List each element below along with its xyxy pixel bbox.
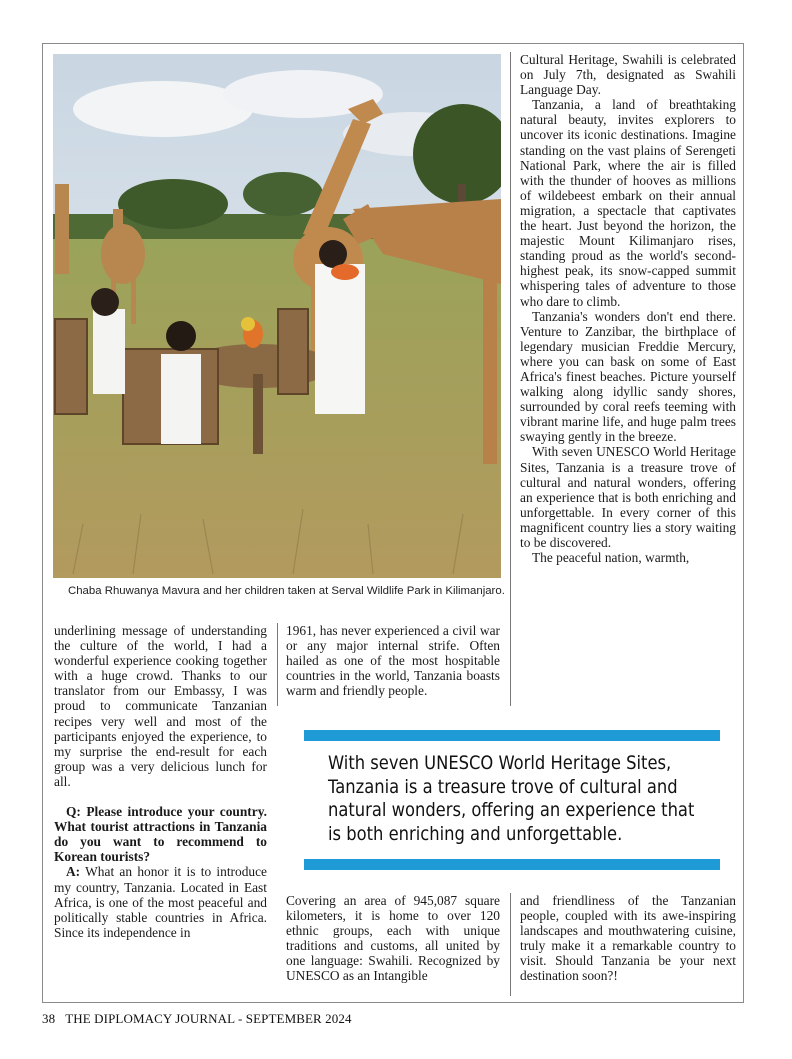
- pull-quote-bottom-bar: [304, 859, 720, 870]
- pull-quote: [304, 730, 720, 870]
- pull-quote-text: With seven UNESCO World Heritage Sites, Tanzania is a treasure trove of cultural and natural wonders, offering an experience that is both enriching and unforgettable.: [328, 752, 695, 845]
- column-divider: [510, 893, 511, 996]
- paragraph: The peaceful nation, warmth,: [532, 550, 690, 566]
- answer-label: A:: [66, 864, 81, 880]
- paragraph: underlining message of understanding the culture of the world, I had a wonderful experience cooking together with a huge crowd. Thanks to our translator from our Embassy, I was proud to communicate Tanzanian recipes very well and most of the participants enjoyed the experience, to my surprise the end-result for each group was a very delicious lunch for all.: [54, 623, 267, 789]
- paragraph: 1961, has never experienced a civil war or any major internal strife. Often hailed as one of the most hospitable countries in the world, Tanzania boasts warm and friendly people.: [286, 623, 500, 699]
- article-column-1: [54, 623, 267, 940]
- paragraph: Covering an area of 945,087 square kilometers, it is home to over 120 ethnic groups, each with unique traditions and customs, all united by one language: Swahili. Recognized by UNESCO as an Intangible: [286, 893, 500, 984]
- article-column-2-bottom: [286, 893, 500, 984]
- photo-caption: Chaba Rhuwanya Mavura and her children taken at Serval Wildlife Park in Kilimanjaro.: [68, 585, 505, 597]
- interview-question: Q: Please introduce your country. What tourist attractions in Tanzania do you want to recommend to Korean tourists?: [54, 804, 267, 865]
- page-number: 38: [42, 1011, 56, 1026]
- article-column-2-top: [286, 623, 500, 698]
- column-divider: [510, 52, 511, 706]
- paragraph: Cultural Heritage, Swahili is celebrated on July 7th, designated as Swahili Language Day.: [520, 52, 736, 98]
- article-column-3-bottom: [520, 893, 736, 984]
- interview-answer: [54, 864, 267, 939]
- paragraph: and friendliness of the Tanzanian people, coupled with its awe-inspiring landscapes and mouthwatering cuisine, truly make it a remarkable country to visit. Should Tanzania be your next destination soon?!: [520, 893, 736, 984]
- article-column-3: [520, 52, 736, 565]
- paragraph: Tanzania, a land of breathtaking natural beauty, invites explorers to uncover its iconic destinations. Imagine standing on the vast plains of Serengeti National Park, where the air is filled with the thunder of hooves as millions of wildebeest embark on their annual migration, a spectacle that captivates the heart. Just beyond the horizon, the majestic Mount Kilimanjaro rises, standing proud as the world's second-highest peak, its snow-capped summit whispering tales of adventure to those who dare to climb.: [520, 97, 736, 309]
- answer-text: What an honor it is to introduce my country, Tanzania. Located in East Africa, is one of the most peaceful and politically stable countries in Africa. Since its independence in: [54, 864, 267, 940]
- article-photo: [53, 54, 501, 578]
- publication-name: THE DIPLOMACY JOURNAL - SEPTEMBER 2024: [65, 1011, 352, 1026]
- page-footer: [42, 1011, 352, 1027]
- pull-quote-top-bar: [304, 730, 720, 741]
- paragraph: With seven UNESCO World Heritage Sites, Tanzania is a treasure trove of cultural and natural wonders, offering an experience that is both enriching and unforgettable. In every corner of this magnificent country lies a story waiting to be discovered.: [520, 444, 736, 550]
- column-divider: [277, 623, 278, 706]
- paragraph: Tanzania's wonders don't end there. Venture to Zanzibar, the birthplace of legendary musician Freddie Mercury, where you can bask on some of East Africa's finest beaches. Picture yourself walking along idyllic sandy shores, surrounded by coral reefs teeming with vibrant marine life, and huge palm trees swaying gently in the breeze.: [520, 308, 736, 445]
